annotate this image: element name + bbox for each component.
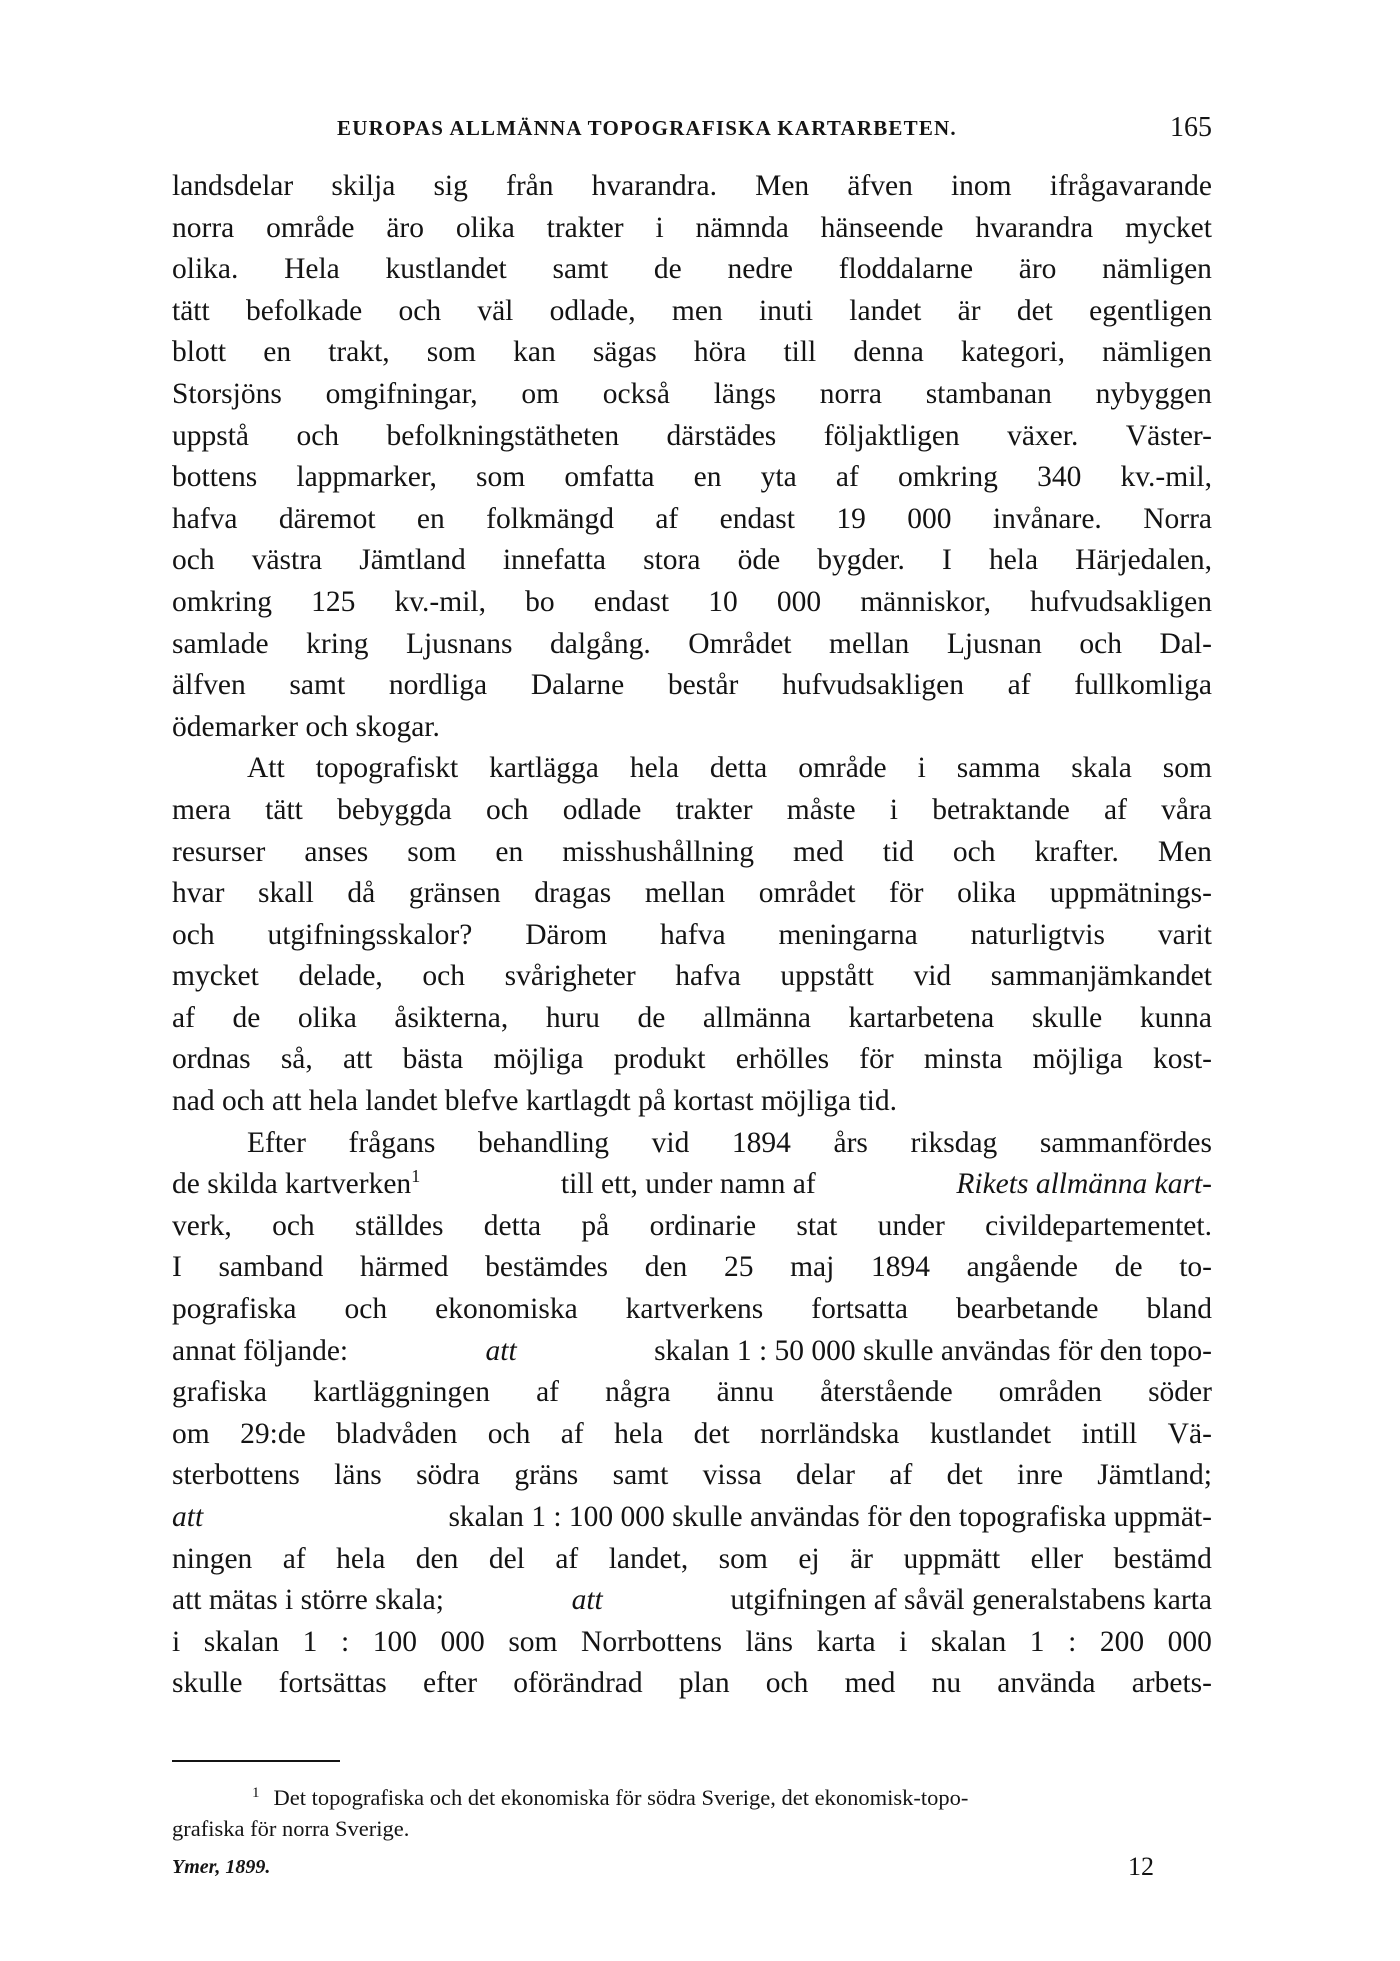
- text-line: skulle fortsättas efter oförändrad plan och med nu använda arbets-: [172, 1667, 1212, 1700]
- running-header: [172, 112, 1212, 152]
- text-line: verk, och ställdes detta på ordinarie stat under civildepartementet.: [172, 1209, 1212, 1242]
- text-line: hafva däremot en folkmängd af endast 19 000 invånare. Norra: [172, 502, 1212, 535]
- text-line: ordnas så, att bästa möjliga produkt erhölles för minsta möjliga kost-: [172, 1043, 1212, 1076]
- footnote-marker: 1: [252, 1784, 260, 1801]
- text-line: nad och att hela landet blefve kartlagdt på kortast möjliga tid.: [172, 1085, 897, 1118]
- text-line: af de olika åsikterna, huru de allmänna kartarbetena skulle kunna: [172, 1001, 1212, 1034]
- text-line: grafiska kartläggningen af några ännu återstående områden söder: [172, 1376, 1212, 1409]
- page-number: 165: [1170, 112, 1212, 143]
- text-line: ödemarker och skogar.: [172, 710, 440, 743]
- text-line: att mätas i större skala; att utgifningen af såväl generalstabens karta: [172, 1584, 1212, 1617]
- text-line: bottens lappmarker, som omfatta en yta af omkring 340 kv.-mil,: [172, 461, 1212, 494]
- text-line: resurser anses som en misshushållning med tid och krafter. Men: [172, 835, 1212, 868]
- footnote-line: $^1$ Det topografiska och det ekonomiska för södra Sverige, det ekonomisk-topo-: [252, 1784, 969, 1810]
- text-line: samlade kring Ljusnans dalgång. Området mellan Ljusnan och Dal-: [172, 627, 1212, 660]
- text-line: Efter frågans behandling vid 1894 års riksdag sammanfördes: [247, 1126, 1212, 1159]
- text-line: olika. Hela kustlandet samt de nedre floddalarne äro nämligen: [172, 253, 1212, 286]
- text-line: hvar skall då gränsen dragas mellan området för olika uppmätnings-: [172, 877, 1212, 910]
- text-line: att skalan 1 : 100 000 skulle användas för den topografiska uppmät-: [172, 1501, 1212, 1533]
- text-line: och utgifningsskalor? Därom hafva meningarna naturligtvis varit: [172, 918, 1212, 951]
- text-line: tätt befolkade och väl odlade, men inuti landet är det egentligen: [172, 294, 1212, 327]
- text-line: blott en trakt, som kan sägas höra till denna kategori, nämligen: [172, 336, 1212, 369]
- text-line: ningen af hela den del af landet, som ej är uppmätt eller bestämd: [172, 1542, 1212, 1575]
- header-title: EUROPAS ALLMÄNNA TOPOGRAFISKA KARTARBETEN.: [337, 116, 957, 140]
- text-line: i skalan 1 : 100 000 som Norrbottens läns karta i skalan 1 : 200 000: [172, 1625, 1212, 1658]
- text-line: älfven samt nordliga Dalarne består hufvudsakligen af fullkomliga: [172, 669, 1212, 702]
- text-line: mera tätt bebyggda och odlade trakter måste i betraktande af våra: [172, 793, 1212, 826]
- text-line: I samband härmed bestämdes den 25 maj 1894 angående de to-: [172, 1251, 1212, 1284]
- text-line: om 29:de bladvåden och af hela det norrländska kustlandet intill Vä-: [172, 1417, 1212, 1450]
- journal-signature: Ymer, 1899.: [172, 1856, 271, 1878]
- text-line: Att topografiskt kartlägga hela detta område i samma skala som: [247, 752, 1212, 785]
- text-line: omkring 125 kv.-mil, bo endast 10 000 människor, hufvudsakligen: [172, 585, 1212, 618]
- text-line: Storsjöns omgifningar, om också längs norra stambanan nybyggen: [172, 377, 1212, 410]
- text-line: landsdelar skilja sig från hvarandra. Men äfven inom ifrågavarande: [172, 170, 1212, 202]
- sheet-number: 12: [1128, 1852, 1154, 1881]
- text-line: norra område äro olika trakter i nämnda hänseende hvarandra mycket: [172, 211, 1212, 244]
- text-line: och västra Jämtland innefatta stora öde bygder. I hela Härjedalen,: [172, 544, 1212, 577]
- text-line: mycket delade, och svårigheter hafva uppstått vid sammanjämkandet: [172, 960, 1212, 993]
- footnote-reference: 1: [411, 1166, 421, 1187]
- text-line: annat följande: att skalan 1 : 50 000 skulle användas för den topo-: [172, 1334, 1212, 1367]
- text-line: de skilda kartverken$^1$ till ett, under namn af Rikets allmänna kart-: [172, 1166, 1212, 1201]
- footnote-line: grafiska för norra Sverige.: [172, 1816, 410, 1841]
- text-line: sterbottens läns södra gräns samt vissa delar af det inre Jämtland;: [172, 1459, 1212, 1492]
- footnote-divider: [172, 1760, 340, 1762]
- body-text: [172, 166, 1212, 1705]
- footnotes: [172, 1782, 1212, 1844]
- text-line: uppstå och befolkningstätheten därstädes följaktligen växer. Väster-: [172, 419, 1212, 452]
- text-line: pografiska och ekonomiska kartverkens fortsatta bearbetande bland: [172, 1293, 1212, 1326]
